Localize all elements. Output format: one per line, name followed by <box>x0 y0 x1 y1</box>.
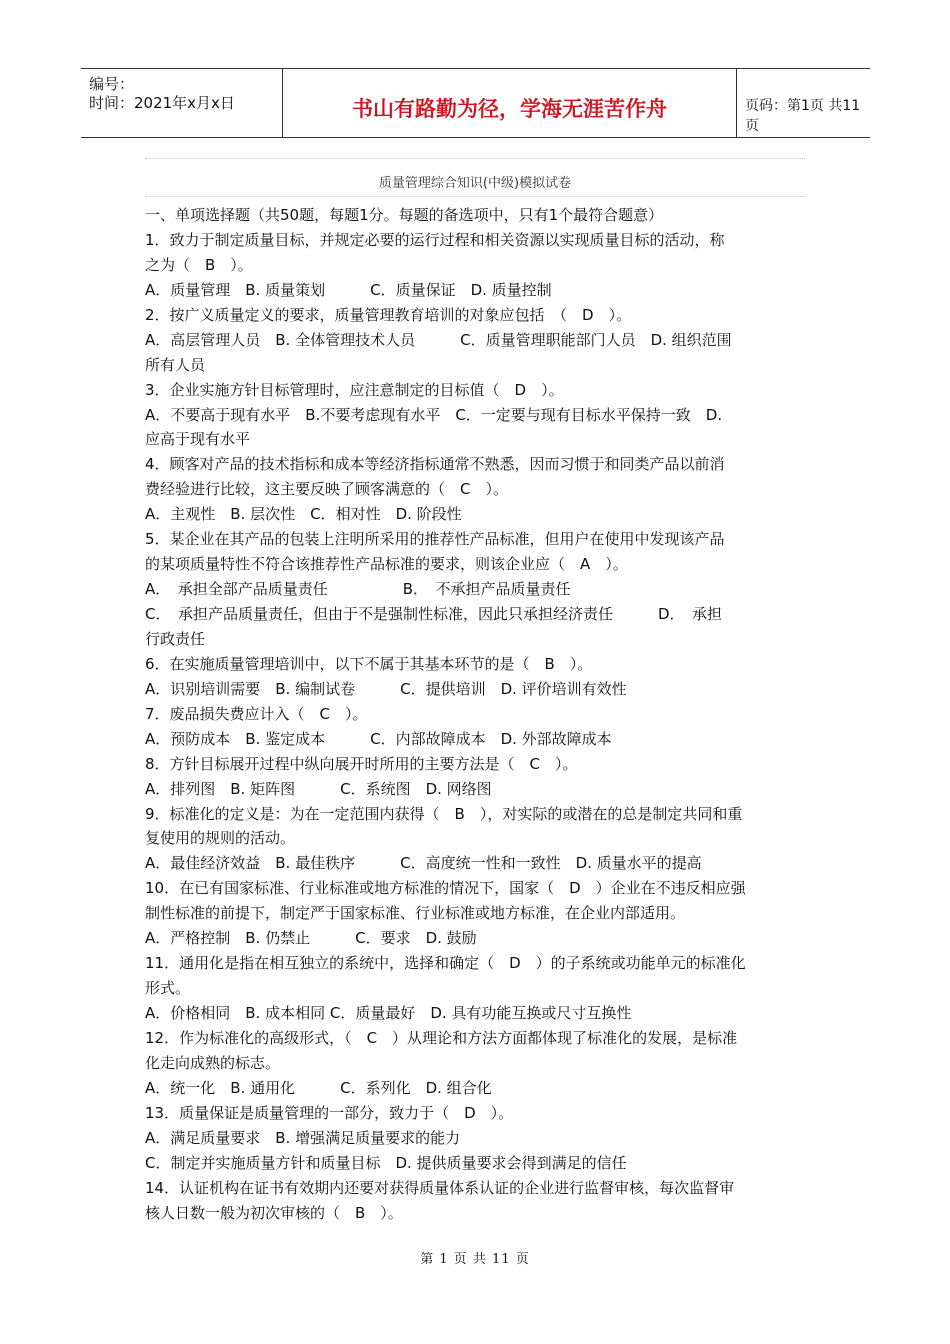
date-line: 时间：2021年x月x日 <box>89 94 235 112</box>
text-line: A．不要高于现有水平 B.不要考虑现有水平 C．一定要与现有目标水平保持一致 D. <box>145 405 723 424</box>
text-line: 一、单项选择题（共50题，每题1分。每题的备选项中，只有1个最符合题意） <box>145 206 664 224</box>
text-line: 11．通用化是指在相互独立的系统中，选择和确定（ D ）的子系统或功能单元的标准化 <box>145 954 746 973</box>
text-line: 所有人员 <box>145 355 206 374</box>
code-label: 编号： <box>89 75 135 93</box>
text-line: 形式。 <box>145 979 191 998</box>
header-middle-cell <box>283 69 737 137</box>
text-line: 的某项质量特性不符合该推荐性产品标准的要求，则该企业应（ A ）。 <box>145 555 628 574</box>
text-line: A．价格相同 B. 成本相同 C．质量最好 D. 具有功能互换或尺寸互换性 <box>145 1004 632 1022</box>
header-left-cell <box>81 69 283 137</box>
text-line: 应高于现有水平 <box>145 430 251 449</box>
text-line: 5．某企业在其产品的包装上注明所采用的推荐性产品标准，但用户在使用中发现该产品 <box>145 530 725 549</box>
text-line: 8．方针目标展开过程中纵向展开时所用的主要方法是（ C ）。 <box>145 754 578 773</box>
text-line: C． 承担产品质量责任，但由于不是强制性标准，因此只承担经济责任 D． 承担 <box>145 605 723 623</box>
text-line: A．高层管理人员 B. 全体管理技术人员 C．质量管理职能部门人员 D. 组织范围 <box>145 330 732 349</box>
document-title: 质量管理综合知识(中级)模拟试卷 <box>378 176 572 191</box>
text-line: 3．企业实施方针目标管理时，应注意制定的目标值（ D ）。 <box>145 380 564 399</box>
text-line: C．制定并实施质量方针和质量目标 D. 提供质量要求会得到满足的信任 <box>145 1153 627 1172</box>
page-footer: 第 1 页 共 11 页 <box>420 1252 530 1267</box>
text-line: 12．作为标准化的高级形式，（ C ）从理论和方法方面都体现了标准化的发展，是标准 <box>145 1028 738 1047</box>
header-right-cell <box>737 69 870 137</box>
text-line: 14．认证机构在证书有效期内还要对获得质量体系认证的企业进行监督审核，每次监督审 <box>145 1178 735 1197</box>
text-line: 复使用的规则的活动。 <box>145 829 296 848</box>
text-line: 制性标准的前提下，制定严于国家标准、行业标准或地方标准，在企业内部适用。 <box>145 904 686 923</box>
text-line: 行政责任 <box>145 629 206 648</box>
page-header <box>81 68 870 138</box>
text-line: A．预防成本 B. 鉴定成本 C．内部故障成本 D. 外部故障成本 <box>145 729 612 748</box>
text-line: 6．在实施质量管理培训中，以下不属于其基本环节的是（ B ）。 <box>145 654 593 673</box>
text-line: 9．标准化的定义是：为在一定范围内获得（ B ），对实际的或潜在的总是制定共同和重 <box>145 804 743 823</box>
text-line: A．满足质量要求 B. 增强满足质量要求的能力 <box>145 1128 461 1147</box>
text-line: A．统一化 B. 通用化 C．系列化 D. 组合化 <box>145 1078 492 1097</box>
text-line: 13．质量保证是质量管理的一部分，致力于（ D ）。 <box>145 1103 514 1122</box>
divider-bottom <box>145 196 805 197</box>
text-line: A．严格控制 B. 仍禁止 C．要求 D. 鼓励 <box>145 929 477 948</box>
text-line: 核人日数一般为初次审核的（ B ）。 <box>145 1203 403 1222</box>
text-line: 1．致力于制定质量目标，并规定必要的运行过程和相关资源以实现质量目标的活动，称 <box>145 230 725 249</box>
text-line: A．排列图 B. 矩阵图 C．系统图 D. 网络图 <box>145 779 492 798</box>
text-line: A．最佳经济效益 B. 最佳秩序 C．高度统一性和一致性 D. 质量水平的提高 <box>145 854 702 873</box>
page-info: 页码：第1页 共11页 <box>745 98 861 134</box>
text-line: A．质量管理 B. 质量策划 C．质量保证 D. 质量控制 <box>145 280 552 299</box>
text-line: A．主观性 B. 层次性 C．相对性 D. 阶段性 <box>145 505 462 524</box>
motto: 书山有路勤为径，学海无涯苦作舟 <box>352 97 667 121</box>
text-line: 之为（ B ）。 <box>145 255 253 274</box>
text-line: 4．顾客对产品的技术指标和成本等经济指标通常不熟悉，因而习惯于和同类产品以前消 <box>145 455 725 474</box>
text-line: 费经验进行比较，这主要反映了顾客满意的（ C ）。 <box>145 480 508 499</box>
text-line: A． 承担全部产品质量责任 B． 不承担产品质量责任 <box>145 580 571 599</box>
text-line: 7．废品损失费应计入（ C ）。 <box>145 704 368 723</box>
text-line: 2．按广义质量定义的要求，质量管理教育培训的对象应包括 （ D ）。 <box>145 305 632 324</box>
text-line: 10．在已有国家标准、行业标准或地方标准的情况下，国家（ D ）企业在不违反相应强 <box>145 879 746 898</box>
divider-top <box>145 158 805 159</box>
text-line: 化走向成熟的标志。 <box>145 1053 281 1072</box>
text-line: A．识别培训需要 B. 编制试卷 C．提供培训 D. 评价培训有效性 <box>145 679 627 698</box>
exam-content <box>145 203 807 1225</box>
